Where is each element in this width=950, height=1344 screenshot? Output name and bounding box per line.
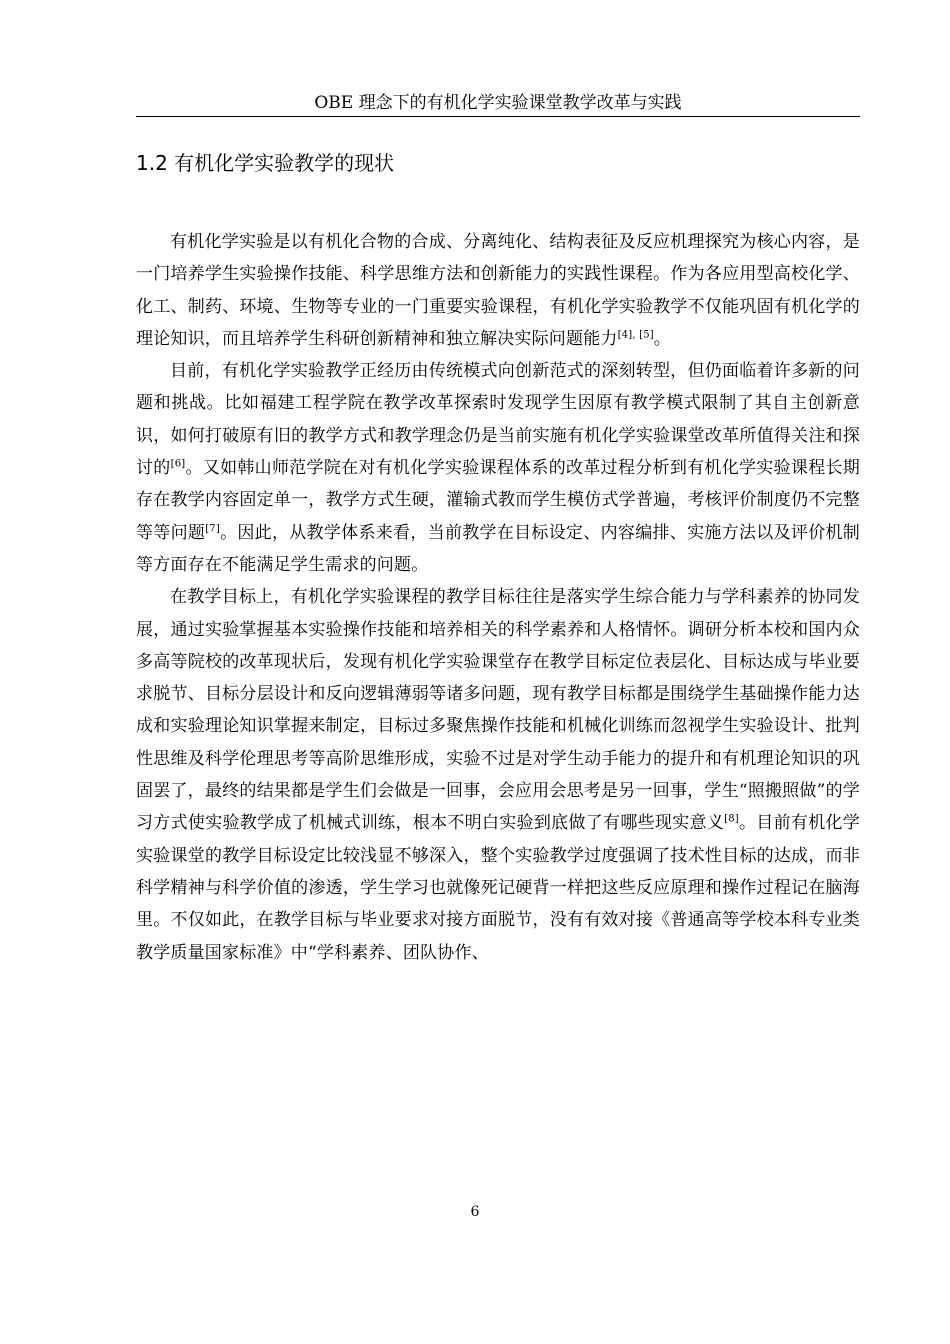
paragraph-text: 目前，有机化学实验教学正经历由传统模式向创新范式的深刻转型，但仍面临着许多新的问题和挑战。比如福建工程学院在教学改革探索时发现学生因原有教学模式限制了其自主创新意识，如何打破原有旧的教学方式和教学理念仍是当前实施有机化学实验课堂改革所值得关注和探讨的 — [136, 361, 860, 479]
paragraph-text: 。因此，从教学体系来看，当前教学在目标设定、内容编排、实施方法以及评价机制等方面存在不能满足学生需求的问题。 — [136, 522, 860, 575]
paragraph-1 — [136, 226, 860, 355]
citation-ref: [7] — [205, 523, 220, 535]
paragraph-2 — [136, 355, 860, 581]
citation-ref: [8] — [724, 813, 739, 825]
paragraph-text: 有机化学实验是以有机化合物的合成、分离纯化、结构表征及反应机理探究为核心内容，是一门培养学生实验操作技能、科学思维方法和创新能力的实践性课程。作为各应用型高校化学、化工、制药、环境、生物等专业的一门重要实验课程，有机化学实验教学不仅能巩固有机化学的理论知识，而且培养学生科研创新精神和独立解决实际问题能力 — [136, 232, 860, 349]
page-number: 6 — [470, 1204, 480, 1220]
paragraph-text: 。又如韩山师范学院在对有机化学实验课程体系的改革过程分析到有机化学实验课程长期存在教学内容固定单一，教学方式生硬，灌输式教而学生模仿式学普遍，考核评价制度仍不完整等等问题 — [136, 458, 860, 543]
body-text — [136, 226, 860, 969]
paragraph-text: 。 — [653, 328, 672, 349]
paragraph-text: 在教学目标上，有机化学实验课程的教学目标往往是落实学生综合能力与学科素养的协同发展，通过实验掌握基本实验操作技能和培养相关的科学素养和人格情怀。调研分析本校和国内众多高等院校的改革现状后，发现有机化学实验课堂存在教学目标定位表层化、目标达成与毕业要求脱节、目标分层设计和反向逻辑薄弱等诸多问题，现有教学目标都是围绕学生基础操作能力达成和实验理论知识掌握来制定，目标过多聚焦操作技能和机械化训练而忽视学生实验设计、批判性思维及科学伦理思考等高阶思维形成，实验不过是对学生动手能力的提升和有机理论知识的巩固罢了，最终的结果都是学生们会做是一回事，会应用会思考是另一回事，学生“照搬照做”的学习方式使实验教学成了机械式训练，根本不明白实验到底做了有哪些现实意义 — [136, 587, 860, 834]
citation-ref: [4], [5] — [617, 329, 654, 341]
citation-ref: [6] — [170, 458, 186, 470]
running-header-title: OBE 理念下的有机化学实验课堂教学改革与实践 — [314, 93, 682, 113]
section-title: 1.2 有机化学实验教学的现状 — [136, 151, 395, 175]
running-header — [136, 92, 860, 117]
paragraph-text: 。目前有机化学实验课堂的教学目标设定比较浅显不够深入，整个实验教学过度强调了技术性目标的达成，而非科学精神与科学价值的渗透，学生学习也就像死记硬背一样把这些反应原理和操作过程记在脑海里。不仅如此，在教学目标与毕业要求对接方面脱节，没有有效对接《普通高等学校本科专业类教学质量国家标准》中“学科素养、团队协作、 — [136, 813, 860, 963]
paragraph-3 — [136, 581, 860, 969]
